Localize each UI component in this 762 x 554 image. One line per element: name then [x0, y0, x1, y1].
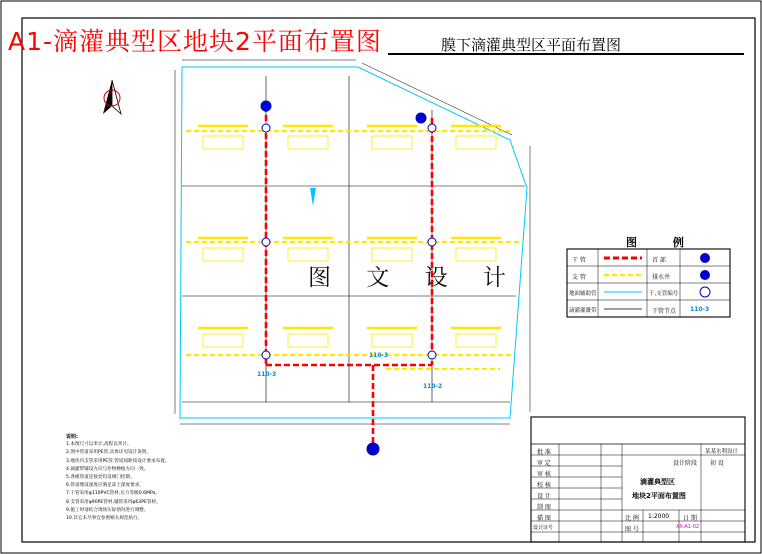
tb-row-label: 描 图 [537, 515, 551, 522]
legend-label: 地面辅助管 [569, 291, 597, 297]
legend-symbols [700, 253, 710, 297]
legend-label: 首 部 [652, 257, 666, 264]
tb-drawing-no-label: 图 号 [625, 526, 639, 533]
tb-scale: 1:2000 [648, 513, 670, 520]
watermark-text: 图 文 设 计 [308, 265, 520, 291]
tb-stage-label: 设计阶段 [673, 460, 698, 467]
note-line: 5.各级管道连接处均设阀门控制。 [66, 475, 135, 481]
tb-project-line2: 地块2平面布置图 [632, 492, 686, 500]
legend-node-value: 110-3 [690, 306, 710, 313]
tb-row-label: 审 核 [537, 471, 551, 478]
legend-label: 滴灌灌溉带 [569, 308, 597, 314]
tb-scale-label: 比 例 [625, 515, 639, 522]
legend-label: 支 管 [572, 274, 586, 281]
legend-label: 干 管 [572, 257, 586, 264]
north-arrow-icon [103, 80, 121, 114]
note-line: 10.其它未尽事宜参照相关规范执行。 [66, 516, 143, 522]
tb-row-label: 审 定 [537, 460, 551, 467]
note-line: 8.支管采用φ90PE管材,辅管采用φ63PE管材。 [66, 499, 161, 505]
node-label: 110-3 [369, 352, 389, 359]
note-line: 2.图中管道采用PE管,具体详见设计说明。 [66, 450, 152, 456]
legend-title: 图 例 [626, 236, 700, 249]
page-title: A1-滴灌典型区地块2平面布置图 [8, 27, 382, 56]
notes-heading: 说明: [66, 434, 78, 440]
tb-row-label: 制 图 [537, 504, 551, 511]
drawing-title: 膜下滴灌典型区平面布置图 [441, 36, 622, 54]
tb-project-line1: 滴灌典型区 [640, 478, 675, 486]
tb-drawing-no: XX-A1-02 [676, 524, 700, 530]
note-line: 1.本图尺寸以米计,高程以米计。 [66, 442, 132, 448]
tb-row-label: 设计证号 [533, 525, 554, 531]
tb-row-label: 校 核 [537, 482, 551, 489]
tb-row-label: 设 计 [537, 493, 551, 500]
branch-pipes [186, 131, 520, 369]
note-line: 6.管道埋设深度应满足冻土深度要求。 [66, 483, 144, 489]
node-label: 110-2 [423, 383, 443, 390]
tb-date-label: 日 期 [683, 515, 697, 522]
tb-company: 某某水利设计 [705, 449, 739, 455]
legend-label: 干管节点 [652, 308, 677, 315]
note-line: 3.地块内支管采用PE管,管道间距按设计要求布置。 [66, 458, 170, 464]
tb-stage: 初 设 [710, 460, 724, 467]
design-notes [66, 433, 169, 523]
tb-row-label: 批 准 [537, 449, 551, 456]
legend-label: 干,支管编号 [649, 291, 679, 297]
note-line: 7.干管采用φ110PVC管材,压力等级0.6MPa。 [66, 491, 160, 497]
node-label: 110-3 [257, 371, 277, 378]
legend-label: 排水井 [652, 274, 671, 281]
note-line: 9.施工时请结合现场实际情况进行调整。 [66, 507, 149, 513]
note-line: 4.滴灌带铺设方向与作物种植方向一致。 [66, 466, 149, 472]
